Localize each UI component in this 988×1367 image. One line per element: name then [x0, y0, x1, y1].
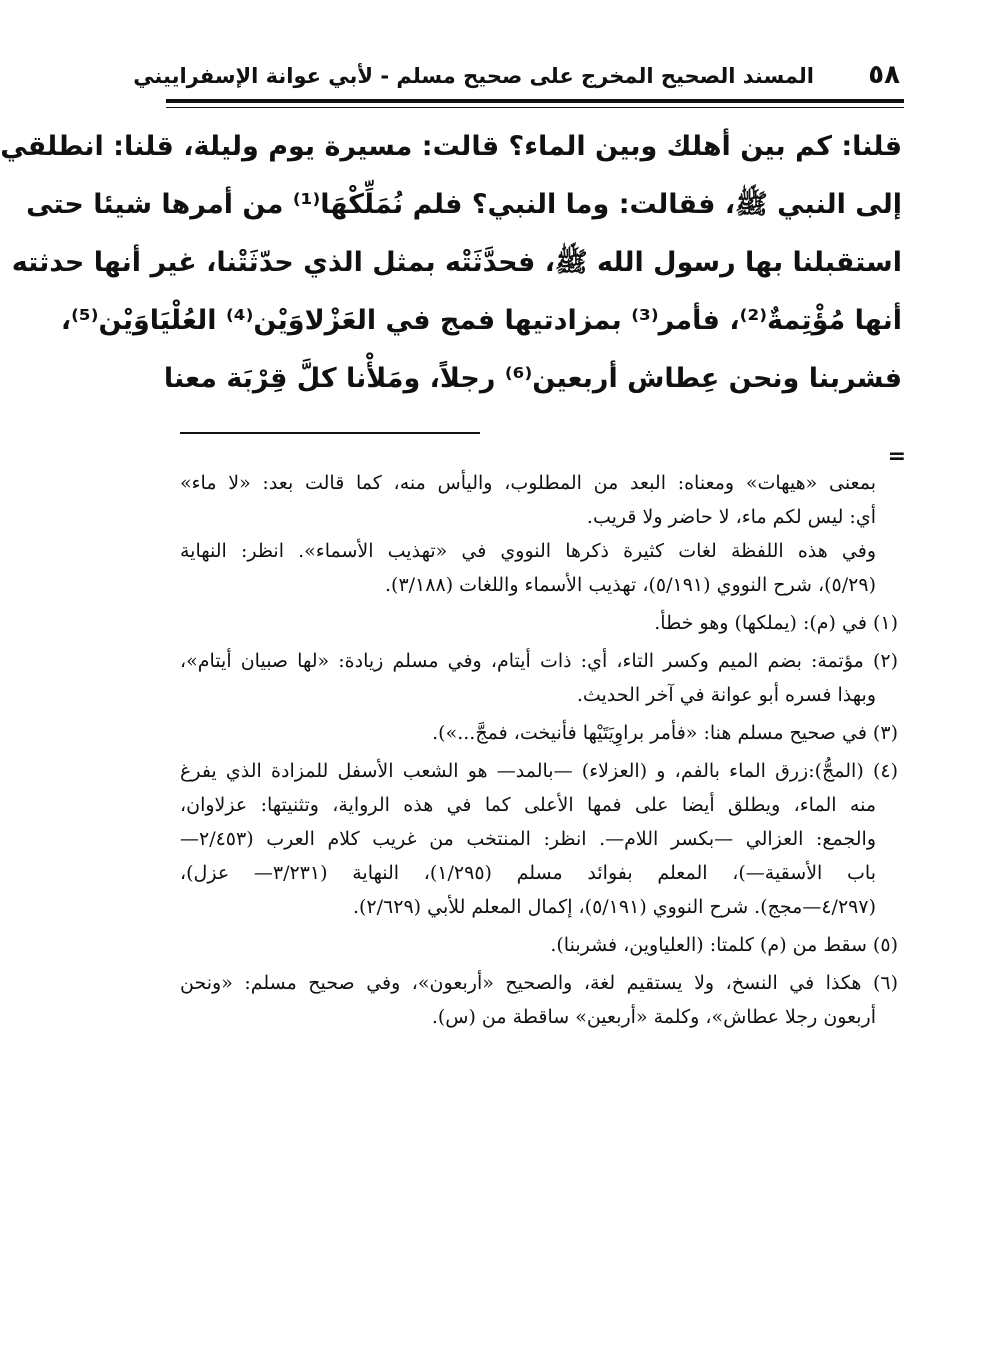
footnote-3 — [180, 716, 898, 750]
footnote-line: وفي هذه اللفظة لغات كثيرة ذكرها النووي في «تهذيب الأسماء». انظر: النهاية — [180, 540, 876, 562]
footnote-1 — [180, 606, 898, 640]
footnote-line: باب الأسقية—)، المعلم بفوائد مسلم (١/٢٩٥)، النهاية (٣/٢٣١— عزل)، — [180, 862, 876, 884]
footnote-line: أي: ليس لكم ماء، لا حاضر ولا قريب. — [586, 506, 876, 528]
footnote-line: (٥/٢٩)، شرح النووي (٥/١٩١)، تهذيب الأسماء واللغات (٣/١٨٨). — [385, 574, 876, 596]
footnote-line: (٤) (المجُّ):زرق الماء بالفم، و (العزلاء) —بالمد— هو الشعب الأسفل للمزادة الذي يفرغ — [180, 760, 898, 782]
running-header — [133, 58, 904, 98]
main-text-line: فشربنا ونحن عِطاش أربعين⁽⁶⁾ رجلاً، ومَلأْنا كلَّ قِرْبَة معنا — [163, 363, 902, 394]
footnote-line: منه الماء، ويطلق أيضا على فمها الأعلى كما في هذه الرواية، وتثنيتها: عزلاوان، — [180, 794, 876, 816]
running-title: المسند الصحيح المخرج على صحيح مسلم - لأبي عوانة الإسفراييني — [133, 64, 814, 88]
footnote-line: بمعنى «هيهات» ومعناه: البعد من المطلوب، واليأس منه، كما قالت بعد: «لا ماء» — [180, 472, 876, 494]
footnote-2 — [180, 644, 898, 712]
footnote-4 — [180, 754, 898, 924]
footnote-6 — [180, 966, 898, 1034]
main-text-line: أنها مُؤْتِمةٌ⁽²⁾، فأمر⁽³⁾ بمزادتيها فمج في العَزْلاوَيْن⁽⁴⁾ العُلْيَاوَيْن⁽⁵⁾، — [60, 305, 902, 336]
footnote-line: (١) في (م): (يملكها) وهو خطأ. — [654, 612, 898, 634]
footnote-line: (٢) مؤتمة: بضم الميم وكسر التاء، أي: ذات أيتام، وفي مسلم زيادة: «لها صبيان أيتام»، — [180, 650, 898, 672]
footnote-line: (٥) سقط من (م) كلمتا: (العلياوين، فشربنا). — [550, 934, 898, 956]
footnote-line: أربعون رجلا عطاش»، وكلمة «أربعين» ساقطة من (س). — [431, 1006, 876, 1028]
footnote-line: (٣) في صحيح مسلم هنا: «فأمر براوِيَتَيْها فأنيخت، فمجَّ...»). — [432, 722, 898, 744]
footnote-separator — [180, 432, 480, 434]
main-text-line: قلنا: كم بين أهلك وبين الماء؟ قالت: مسيرة يوم وليلة، قلنا: انطلقي — [0, 131, 902, 162]
header-rule-thin — [166, 107, 904, 108]
footnote-line: والجمع: العزالي —بكسر اللام—. انظر: المنتخب من غريب كلام العرب (٢/٤٥٣— — [180, 828, 876, 850]
main-text-line: استقبلنا بها رسول الله ﷺ، فحدَّثَتْه بمثل الذي حدّثَتْنا، غير أنها حدثته — [11, 247, 902, 278]
main-text-line: إلى النبي ﷺ، فقالت: وما النبي؟ فلم نُمَلِّكْهَا⁽¹⁾ من أمرها شيئا حتى — [26, 189, 902, 220]
page-number: ٥٨ — [868, 60, 900, 90]
footnote-continuation-mark: = — [887, 444, 906, 469]
main-body-text — [0, 118, 902, 408]
footnote-continued — [180, 466, 898, 602]
footnote-line: (٦) هكذا في النسخ، ولا يستقيم لغة، والصحيح «أربعون»، وفي صحيح مسلم: «ونحن — [180, 972, 898, 994]
footnote-line: وبهذا فسره أبو عوانة في آخر الحديث. — [576, 684, 876, 706]
header-rule-thick — [166, 99, 904, 103]
footnote-5 — [180, 928, 898, 962]
footnotes-section — [180, 466, 898, 1038]
footnote-line: (٤/٢٩٧—مجج). شرح النووي (٥/١٩١)، إكمال المعلم للأبي (٢/٦٢٩). — [352, 896, 876, 918]
